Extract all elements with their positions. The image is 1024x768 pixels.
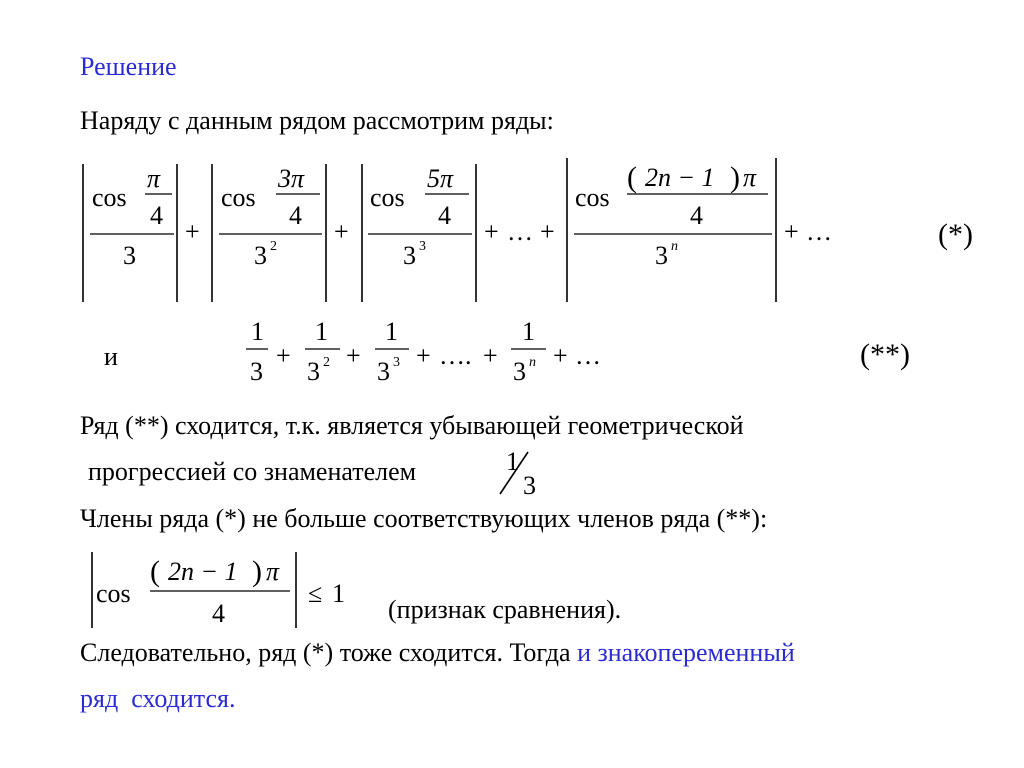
denominator-exponent: n bbox=[529, 355, 536, 370]
inner-expression: 2n − 1 bbox=[168, 557, 238, 586]
series-star-term-2 bbox=[212, 164, 326, 302]
arg-numerator-inner: 2n − 1 bbox=[645, 163, 715, 192]
paren-open: ( bbox=[150, 555, 160, 588]
plus-sign: + bbox=[185, 217, 200, 246]
plus-sign: + bbox=[276, 341, 291, 370]
arg-numerator-pi: π bbox=[743, 163, 757, 192]
numerator: 1 bbox=[315, 317, 328, 346]
cos-label: cos bbox=[575, 183, 610, 212]
series-star-term-n bbox=[567, 158, 776, 302]
series-double bbox=[0, 312, 1024, 392]
cos-label: cos bbox=[96, 579, 131, 608]
arg-denominator: 4 bbox=[438, 201, 451, 230]
series-double-term-1 bbox=[246, 317, 268, 386]
plus-sign: + bbox=[553, 341, 568, 370]
paren-open: ( bbox=[627, 161, 637, 194]
denominator-exponent: n bbox=[671, 239, 678, 254]
plus-sign: + bbox=[540, 217, 555, 246]
series-star-term-3 bbox=[362, 164, 476, 302]
ellipsis: … bbox=[507, 217, 533, 246]
plus-sign: + bbox=[484, 217, 499, 246]
conclusion-line bbox=[80, 640, 795, 666]
series-double-term-2 bbox=[305, 317, 340, 386]
series-star bbox=[0, 150, 1024, 310]
series-star-label: (*) bbox=[938, 218, 973, 251]
converges-text: Ряд (**) сходится, т.к. является убывающей геометрической bbox=[80, 411, 744, 440]
denominator-base: 3 bbox=[513, 357, 526, 386]
members-text: Члены ряда (*) не больше соответствующих членов ряда (**): bbox=[80, 504, 768, 533]
and-word: и bbox=[104, 342, 118, 371]
denominator-exponent: 3 bbox=[419, 239, 426, 254]
series-double-label: (**) bbox=[860, 338, 910, 371]
denominator-exponent: 3 bbox=[393, 355, 400, 370]
plus-sign: + bbox=[784, 217, 799, 246]
denominator-base: 3 bbox=[403, 241, 416, 270]
paren-close: ) bbox=[730, 161, 740, 194]
denominator-exponent: 2 bbox=[323, 355, 330, 370]
arg-denominator: 4 bbox=[289, 201, 302, 230]
cos-label: cos bbox=[221, 183, 256, 212]
conclusion-blue-2: ряд сходится. bbox=[80, 684, 236, 713]
intro-text: Наряду с данным рядом рассмотрим ряды: bbox=[80, 106, 554, 135]
series-double-term-3 bbox=[375, 317, 409, 386]
numerator: 1 bbox=[385, 317, 398, 346]
numerator: 1 bbox=[251, 317, 264, 346]
denominator-base: 3 bbox=[307, 357, 320, 386]
denominator-base: 3 bbox=[254, 241, 267, 270]
series-star-term-1 bbox=[83, 164, 177, 302]
conclusion-black: Следовательно, ряд (*) тоже сходится. Тогда bbox=[80, 638, 571, 667]
arg-denominator: 4 bbox=[690, 201, 703, 230]
arg-numerator: 5π bbox=[427, 164, 454, 193]
comparison-note: (признак сравнения). bbox=[388, 595, 622, 624]
plus-sign: + bbox=[334, 217, 349, 246]
paren-close: ) bbox=[252, 555, 262, 588]
ellipsis: … bbox=[806, 217, 832, 246]
denominator-exponent: 2 bbox=[270, 239, 277, 254]
ellipsis: … bbox=[575, 341, 601, 370]
arg-numerator: 3π bbox=[278, 164, 305, 193]
plus-sign: + bbox=[483, 341, 498, 370]
ratio-denominator: 3 bbox=[523, 471, 536, 500]
numerator: 1 bbox=[522, 317, 535, 346]
series-double-term-n bbox=[511, 317, 546, 386]
plus-sign: + bbox=[416, 341, 431, 370]
pi-symbol: π bbox=[266, 557, 280, 586]
arg-numerator: π bbox=[147, 164, 161, 193]
relation-sign: ≤ bbox=[308, 579, 323, 608]
ratio-numerator: 1 bbox=[506, 447, 519, 476]
heading: Решение bbox=[80, 52, 177, 81]
ellipsis: …. bbox=[439, 341, 472, 370]
denominator-base: 3 bbox=[250, 357, 263, 386]
ratio-fraction bbox=[490, 446, 550, 500]
cos-label: cos bbox=[92, 183, 127, 212]
plus-sign: + bbox=[346, 341, 361, 370]
rhs-value: 1 bbox=[332, 579, 345, 608]
arg-denominator: 4 bbox=[150, 201, 163, 230]
denominator-base: 3 bbox=[123, 241, 136, 270]
progression-text: прогрессией со знаменателем bbox=[88, 457, 417, 486]
inequality bbox=[80, 546, 380, 636]
denominator-base: 3 bbox=[655, 241, 668, 270]
denominator: 4 bbox=[212, 599, 225, 628]
conclusion-blue: и знакопеременный bbox=[577, 638, 795, 667]
denominator-base: 3 bbox=[377, 357, 390, 386]
cos-label: cos bbox=[370, 183, 405, 212]
